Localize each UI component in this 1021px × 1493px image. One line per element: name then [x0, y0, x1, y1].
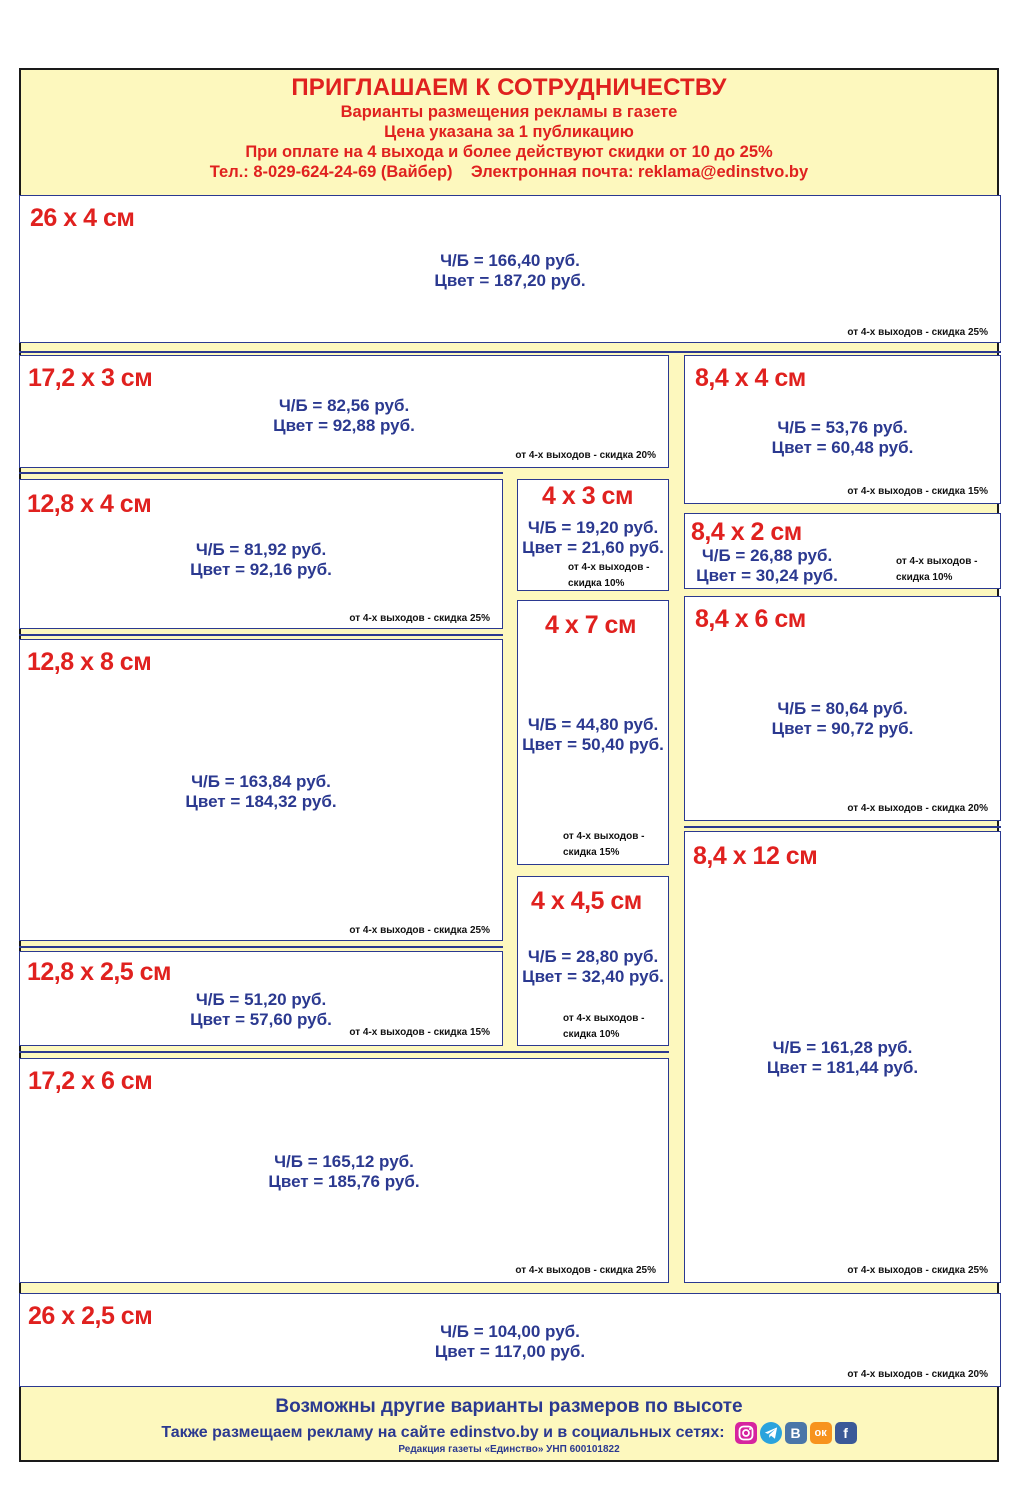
- divider: [19, 472, 503, 474]
- footer-social-line: [19, 1422, 999, 1444]
- ad-prices: [518, 715, 668, 755]
- ad-4x7: [517, 600, 669, 865]
- ad-prices: [20, 990, 502, 1030]
- ad-12-8x8: [19, 639, 503, 941]
- ad-discount: от 4-х выходов - скидка 20%: [847, 1369, 988, 1380]
- price-color: Цвет = 32,40 руб.: [522, 967, 664, 986]
- ad-size: 8,4 х 6 см: [695, 605, 806, 633]
- header-contacts: Тел.: 8-029-624-24-69 (Вайбер) Электронная почта: reklama@edinstvo.by: [209, 163, 809, 181]
- discount-line: скидка 10%: [563, 1029, 620, 1040]
- odnoklassniki-icon[interactable]: ок: [810, 1422, 832, 1444]
- ad-prices: [685, 1038, 1000, 1078]
- price-bw: Ч/Б = 53,76 руб.: [777, 418, 908, 437]
- discount-line: скидка 10%: [568, 578, 625, 589]
- ad-size: 8,4 х 4 см: [695, 364, 806, 392]
- divider: [684, 826, 1001, 828]
- ad-prices: [20, 1152, 668, 1192]
- header-title: ПРИГЛАШАЕМ К СОТРУДНИЧЕСТВУ: [291, 74, 727, 101]
- ad-size: 8,4 х 12 см: [693, 842, 818, 870]
- ad-prices: [685, 418, 1000, 458]
- ad-prices: [685, 699, 1000, 739]
- ad-size: 4 х 7 см: [545, 611, 636, 639]
- ad-17-2x3: [19, 355, 669, 468]
- ad-discount: [563, 829, 644, 861]
- header-discount-note: При оплате на 4 выхода и более действуют скидки от 10 до 25%: [245, 143, 773, 161]
- ad-8-4x6: [684, 596, 1001, 821]
- price-color: Цвет = 30,24 руб.: [696, 566, 838, 585]
- ad-discount: от 4-х выходов - скидка 25%: [349, 925, 490, 936]
- vk-icon[interactable]: В: [785, 1422, 807, 1444]
- price-color: Цвет = 90,72 руб.: [771, 719, 914, 738]
- price-color: Цвет = 184,32 руб.: [185, 792, 337, 811]
- price-bw: Ч/Б = 28,80 руб.: [527, 947, 659, 966]
- ad-discount: от 4-х выходов - скидка 25%: [847, 327, 988, 338]
- ad-prices: [20, 251, 1000, 291]
- price-bw: Ч/Б = 161,28 руб.: [772, 1038, 913, 1057]
- ad-discount: [896, 554, 977, 586]
- price-bw: Ч/Б = 80,64 руб.: [777, 699, 908, 718]
- divider: [19, 1051, 669, 1053]
- ad-discount: от 4-х выходов - скидка 25%: [515, 1265, 656, 1276]
- header-price-note: Цена указана за 1 публикацию: [384, 123, 634, 141]
- ad-prices: [20, 396, 668, 436]
- ad-size: 4 х 3 см: [542, 482, 633, 510]
- divider: [19, 946, 503, 948]
- ad-prices: [689, 546, 845, 586]
- social-icons: [735, 1422, 857, 1444]
- price-bw: Ч/Б = 104,00 руб.: [440, 1322, 580, 1341]
- ad-12-8x2-5: [19, 951, 503, 1046]
- ad-8-4x2: [684, 513, 1001, 589]
- divider: [19, 351, 1001, 353]
- price-color: Цвет = 57,60 руб.: [190, 1010, 332, 1029]
- ad-discount: от 4-х выходов - скидка 15%: [847, 486, 988, 497]
- ad-prices: [20, 1322, 1000, 1362]
- ad-discount: [568, 560, 649, 592]
- ad-12-8x4: [19, 479, 503, 629]
- ad-prices: [518, 518, 668, 558]
- price-bw: Ч/Б = 26,88 руб.: [701, 546, 833, 565]
- price-color: Цвет = 21,60 руб.: [522, 538, 664, 557]
- ad-4x3: [517, 479, 669, 591]
- facebook-icon[interactable]: f: [835, 1422, 857, 1444]
- footer: [19, 1387, 999, 1462]
- ad-26x4: [19, 195, 1001, 343]
- price-color: Цвет = 92,88 руб.: [273, 416, 415, 435]
- price-bw: Ч/Б = 51,20 руб.: [195, 990, 327, 1009]
- ad-discount: от 4-х выходов - скидка 15%: [349, 1027, 490, 1038]
- discount-line: от 4-х выходов -: [563, 1013, 645, 1024]
- discount-line: скидка 10%: [896, 572, 953, 583]
- price-bw: Ч/Б = 44,80 руб.: [527, 715, 659, 734]
- discount-line: скидка 15%: [563, 847, 620, 858]
- price-color: Цвет = 117,00 руб.: [434, 1342, 586, 1361]
- ad-prices: [518, 947, 668, 987]
- ad-8-4x4: [684, 355, 1001, 504]
- ad-size: 26 х 4 см: [30, 204, 135, 232]
- ad-discount: [563, 1011, 644, 1043]
- ad-26x2-5: [19, 1293, 1001, 1387]
- price-bw: Ч/Б = 19,20 руб.: [527, 518, 659, 537]
- price-color: Цвет = 92,16 руб.: [190, 560, 332, 579]
- ad-4x4-5: [517, 876, 669, 1046]
- ad-prices: [20, 540, 502, 580]
- ad-size: 26 х 2,5 см: [28, 1302, 153, 1330]
- ad-size: 12,8 х 8 см: [27, 648, 152, 676]
- ad-prices: [20, 772, 502, 812]
- ad-discount: от 4-х выходов - скидка 25%: [349, 613, 490, 624]
- ad-size: 4 х 4,5 см: [531, 887, 642, 915]
- discount-line: от 4-х выходов -: [563, 831, 645, 842]
- instagram-icon[interactable]: [735, 1422, 757, 1444]
- price-bw: Ч/Б = 165,12 руб.: [274, 1152, 414, 1171]
- price-color: Цвет = 185,76 руб.: [268, 1172, 420, 1191]
- price-bw: Ч/Б = 163,84 руб.: [191, 772, 331, 791]
- divider: [19, 634, 503, 636]
- ad-discount: от 4-х выходов - скидка 20%: [515, 450, 656, 461]
- header: [19, 68, 999, 196]
- price-color: Цвет = 60,48 руб.: [771, 438, 914, 457]
- discount-line: от 4-х выходов -: [568, 562, 650, 573]
- ad-discount: от 4-х выходов - скидка 20%: [847, 803, 988, 814]
- telegram-icon[interactable]: [760, 1422, 782, 1444]
- footer-other-sizes: Возможны другие варианты размеров по высоте: [275, 1396, 743, 1417]
- price-color: Цвет = 50,40 руб.: [522, 735, 664, 754]
- price-bw: Ч/Б = 166,40 руб.: [440, 251, 580, 270]
- ad-17-2x6: [19, 1058, 669, 1283]
- price-color: Цвет = 181,44 руб.: [766, 1058, 919, 1077]
- ad-discount: от 4-х выходов - скидка 25%: [847, 1265, 988, 1276]
- footer-legal: Редакция газеты «Единство» УНП 600101822: [398, 1444, 620, 1455]
- price-bw: Ч/Б = 82,56 руб.: [278, 396, 410, 415]
- header-subtitle: Варианты размещения рекламы в газете: [340, 103, 678, 121]
- discount-line: от 4-х выходов -: [896, 556, 978, 567]
- ad-size: 17,2 х 6 см: [28, 1067, 153, 1095]
- ad-size: 12,8 х 2,5 см: [27, 958, 172, 986]
- ad-size: 8,4 х 2 см: [691, 518, 802, 546]
- footer-social-text: Также размещаем рекламу на сайте edinstvo.by и в социальных сетях:: [161, 1424, 725, 1441]
- price-color: Цвет = 187,20 руб.: [434, 271, 586, 290]
- price-bw: Ч/Б = 81,92 руб.: [195, 540, 327, 559]
- ad-8-4x12: [684, 831, 1001, 1283]
- ad-size: 17,2 х 3 см: [28, 364, 153, 392]
- ad-size: 12,8 х 4 см: [27, 490, 152, 518]
